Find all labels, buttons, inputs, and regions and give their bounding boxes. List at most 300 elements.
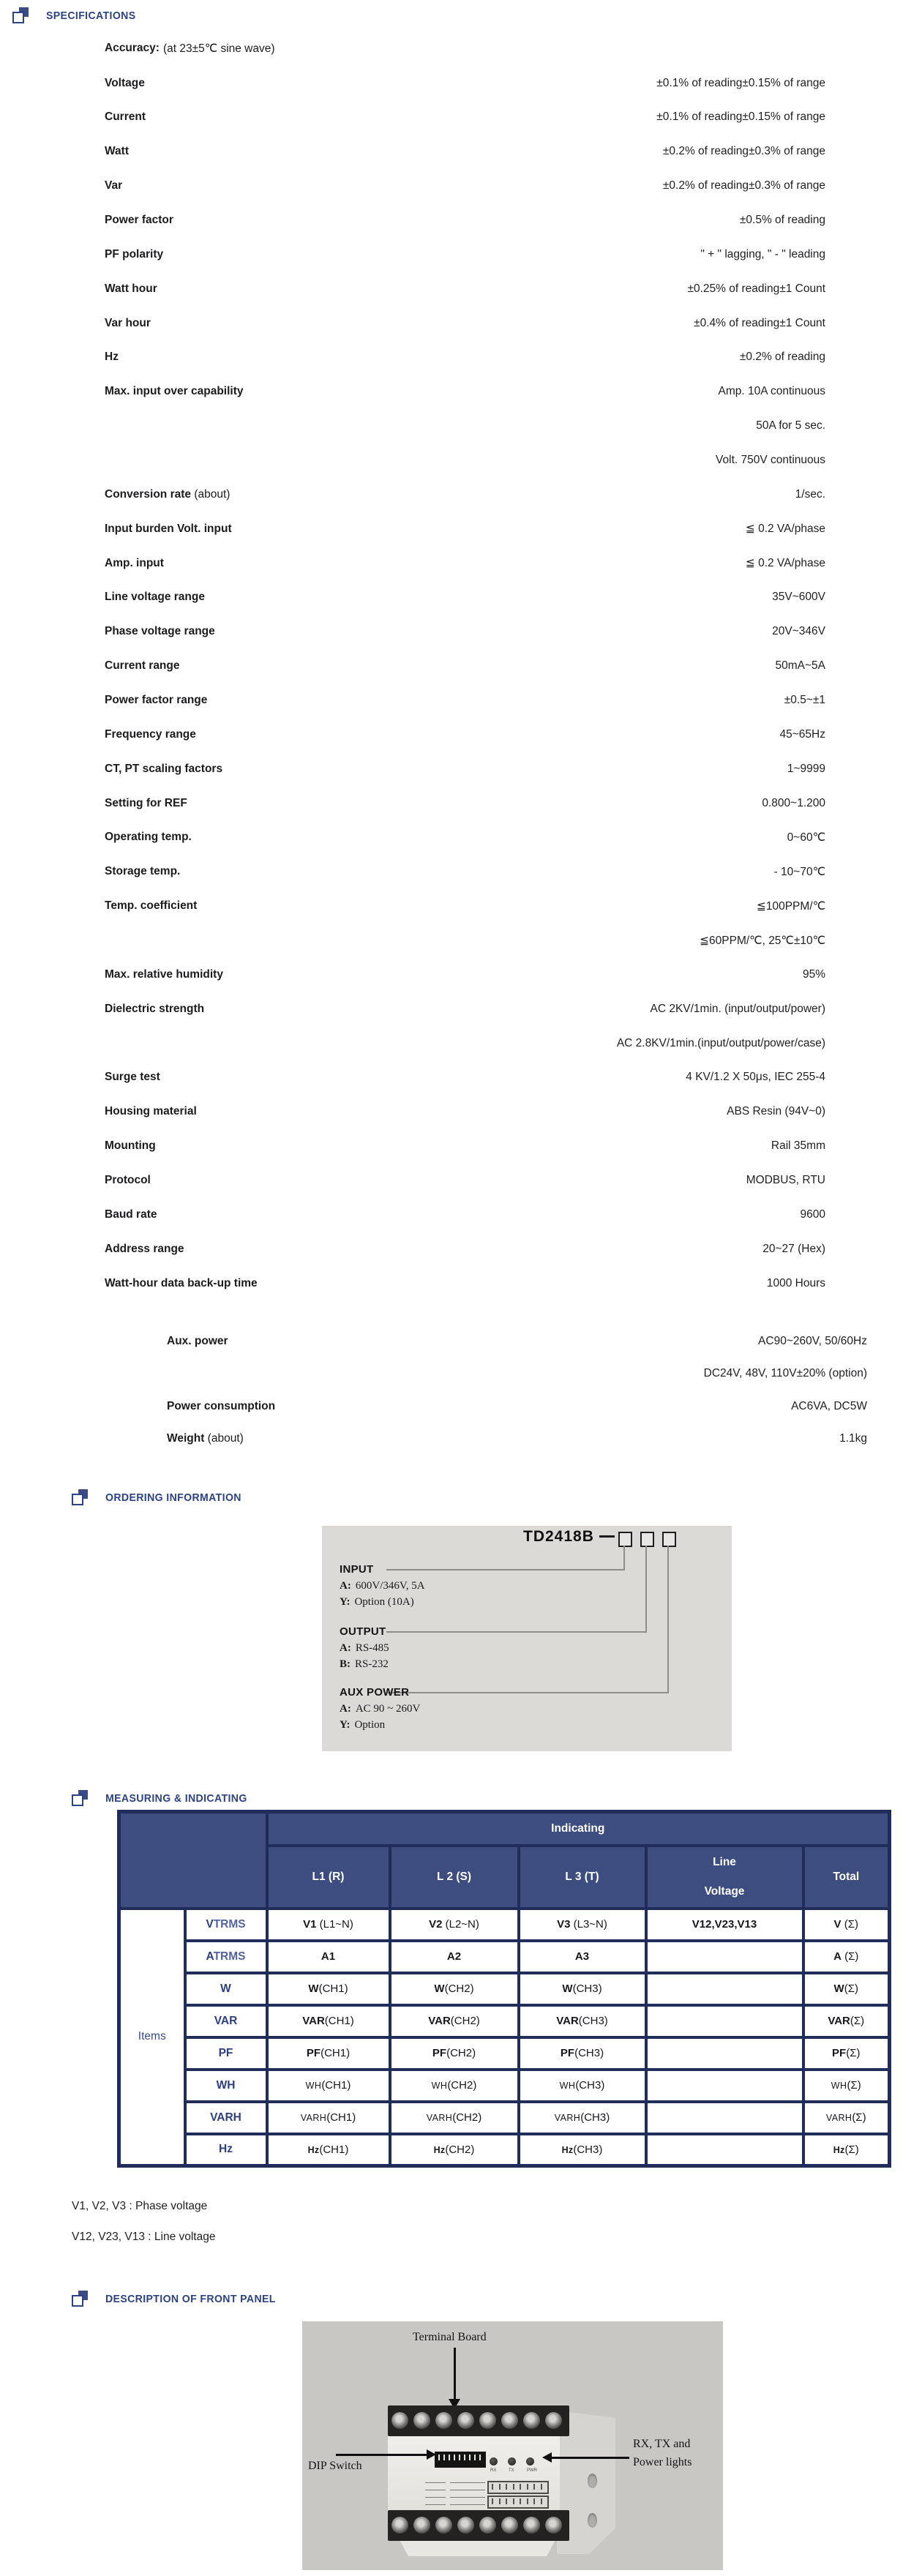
spec-row [105, 1164, 825, 1198]
cell-bold: V1 [303, 1918, 317, 1931]
spec-label: Current range [105, 659, 180, 673]
spec-value: 1000 Hours [766, 1276, 825, 1289]
spec-row [105, 237, 825, 272]
spec-value: ≦60PPM/℃, 25℃±10℃ [700, 934, 825, 947]
spec-row [105, 820, 825, 855]
spec-row [105, 477, 825, 512]
spec-value: AC 2.8KV/1min.(input/output/power/case) [616, 1036, 825, 1049]
cell-bold: PF [306, 2047, 321, 2059]
cell-rest: (Σ) [841, 1950, 859, 1963]
spec-value: 9600 [800, 1208, 825, 1221]
spec-value: ±0.2% of reading±0.3% of range [662, 145, 825, 158]
spec-label: Operating temp. [105, 831, 192, 844]
row-label-bold: V [206, 1917, 214, 1931]
spec-row [105, 1197, 825, 1232]
spec-label: Temp. coefficient [105, 899, 198, 913]
ordering-connector-line [667, 1546, 669, 1692]
cell-rest: (CH3) [574, 2047, 604, 2059]
ordering-option-text: RS-232 [355, 1658, 389, 1670]
spec-label: PF polarity [105, 247, 164, 261]
spec-label: Max. input over capability [105, 385, 244, 398]
spec-value: ±0.2% of reading [739, 351, 825, 364]
cell-bold: W [434, 1982, 445, 1995]
spec-row [105, 340, 825, 375]
cell-rest: (CH1) [321, 2079, 351, 2092]
connector-pin [506, 2498, 507, 2504]
connector-pin [541, 2498, 542, 2504]
cell-bold: VAR [302, 2015, 325, 2027]
section-title: SPECIFICATIONS [46, 9, 136, 22]
ordering-group-name: AUX POWER [340, 1686, 410, 1699]
table-cell [803, 1973, 890, 2005]
spec-row [105, 66, 825, 100]
ordering-option-key: A: [340, 1703, 351, 1715]
spec-label: Frequency range [105, 727, 196, 741]
table-cell [390, 2134, 519, 2166]
spec-label: Weight (about) [167, 1432, 244, 1445]
spec-value: DC24V, 48V, 110V±20% (option) [703, 1367, 867, 1379]
spec-label: Power consumption [167, 1399, 276, 1412]
terminal-screw [435, 2412, 452, 2429]
spec-label: Watt [105, 145, 129, 158]
lights-label-line1: RX, TX and [633, 2438, 691, 2450]
table-cell [267, 2102, 390, 2134]
section-title: MEASURING & INDICATING [105, 1791, 247, 1805]
spec-value: " + " lagging, " - " leading [700, 247, 825, 261]
spec-value: 50A for 5 sec. [756, 419, 825, 433]
spec-label: Amp. input [105, 556, 164, 569]
table-cell [803, 1941, 890, 1973]
cell-bold: PF [560, 2047, 575, 2059]
spec-value: ±0.1% of reading±0.15% of range [656, 111, 825, 124]
table-row-label [185, 2102, 267, 2134]
spec-value: 4 KV/1.2 X 50μs, IEC 255-4 [686, 1071, 825, 1084]
terminal-screw [523, 2517, 540, 2534]
dip-switch [435, 2452, 486, 2468]
spec-row [105, 1026, 825, 1060]
spec-value: ±0.5% of reading [739, 213, 825, 226]
cell-rest: (CH2) [447, 2079, 477, 2092]
spec-label: Aux. power [167, 1334, 228, 1347]
spec-value: - 10~70℃ [773, 865, 825, 878]
terminal-strip-bottom [388, 2510, 569, 2541]
spec-row [105, 100, 825, 135]
section-header-specifications [12, 7, 141, 23]
table-row-label [185, 1909, 267, 1941]
ordering-connector-line [645, 1546, 647, 1631]
terminal-screw [457, 2517, 474, 2534]
table-column-header: L 2 (S) [390, 1846, 519, 1909]
table-cell [267, 2070, 390, 2102]
spec-value: 20V~346V [772, 625, 825, 638]
cell-rest: (CH1) [318, 1982, 348, 1995]
cell-bold: A1 [321, 1950, 336, 1963]
cell-bold: V3 [557, 1918, 571, 1931]
spec-label: Phase voltage range [105, 625, 215, 638]
led-label: PWR [527, 2468, 537, 2473]
terminal-screw [413, 2412, 430, 2429]
table-cell [390, 2070, 519, 2102]
spec-value: 1.1kg [839, 1432, 867, 1445]
spec-row [105, 272, 825, 306]
dip-switch-label: DIP Switch [308, 2460, 362, 2472]
ordering-group-name: INPUT [340, 1563, 374, 1576]
section-header-measuring [72, 1790, 256, 1806]
spec-label: Watt-hour data back-up time [105, 1276, 258, 1289]
connector-pin [520, 2498, 521, 2504]
cell-bold: V2 [429, 1918, 443, 1931]
ordering-connector-line [386, 1631, 647, 1633]
terminal-screw [391, 2412, 408, 2429]
dip-tick [454, 2455, 455, 2460]
terminal-screw [479, 2412, 496, 2429]
section-title: ORDERING INFORMATION [105, 1491, 241, 1504]
led-label: RX [490, 2468, 497, 2473]
spec-value: AC90~260V, 50/60Hz [758, 1334, 867, 1347]
spec-label: CT, PT scaling factors [105, 762, 223, 775]
cell-rest: (Σ) [847, 2079, 861, 2092]
spec-value: Amp. 10A continuous [718, 385, 825, 398]
spec-label: Protocol [105, 1174, 151, 1187]
table-row-label [185, 2005, 267, 2037]
table-cell [519, 2037, 646, 2070]
connector-row [487, 2481, 549, 2494]
pages-icon [72, 1790, 88, 1806]
cell-bold: VAR [428, 2015, 451, 2027]
spec-row [105, 889, 825, 924]
spec-row [105, 957, 825, 992]
table-row-label [185, 2037, 267, 2070]
cell-bold: Hz [307, 2144, 320, 2155]
table-row-label [185, 1941, 267, 1973]
spec-row [105, 375, 825, 409]
table-column-header: L 3 (T) [519, 1846, 646, 1909]
cell-bold: A2 [446, 1950, 462, 1963]
row-label-rest: TRMS [213, 1917, 246, 1931]
cell-bold: WH [831, 2081, 847, 2091]
table-cell [267, 1941, 390, 1973]
spec-label: Var hour [105, 316, 151, 329]
ordering-option [340, 1596, 414, 1609]
row-label-bold: VARH [210, 2111, 241, 2124]
table-row [119, 2102, 890, 2134]
table-cell [519, 1909, 646, 1941]
spec-row [105, 409, 825, 443]
terminal-board-label: Terminal Board [413, 2331, 487, 2343]
device-bottom [395, 2541, 560, 2556]
row-label-bold: WH [216, 2078, 236, 2092]
spec-label: Power factor [105, 213, 173, 226]
led-dot [508, 2457, 516, 2465]
dip-tick [464, 2455, 465, 2460]
table-column-header [646, 1846, 803, 1909]
table-cell [646, 2037, 803, 2070]
arrow-down [454, 2348, 456, 2400]
table-row-label [185, 1973, 267, 2005]
table-cell [646, 1973, 803, 2005]
table-row [119, 2070, 890, 2102]
connector-pin [533, 2484, 535, 2490]
spec-value: ±0.4% of reading±1 Count [694, 316, 825, 329]
ordering-connector-line [386, 1569, 625, 1570]
spec-row [167, 1390, 867, 1423]
pages-icon [72, 2291, 88, 2307]
cell-rest: (CH2) [445, 2143, 475, 2156]
cell-bold: VAR [828, 2015, 850, 2027]
cell-bold: W [308, 1982, 319, 1995]
spec-row [105, 1266, 825, 1300]
cell-bold: Hz [833, 2144, 845, 2155]
led-label: TX [509, 2468, 514, 2473]
table-cell [646, 2102, 803, 2134]
spec-value: Rail 35mm [771, 1139, 825, 1153]
section-header-front-panel [72, 2291, 287, 2307]
table-cell [519, 1941, 646, 1973]
ordering-option-key: A: [340, 1642, 351, 1654]
spec-label: Surge test [105, 1071, 160, 1084]
table-row [119, 1973, 890, 2005]
terminal-screw [391, 2517, 408, 2534]
table-cell [519, 2070, 646, 2102]
cell-rest: (CH2) [450, 2015, 480, 2027]
cell-bold: VAR [556, 2015, 579, 2027]
connector-pin [513, 2484, 514, 2490]
table-cell [803, 2134, 890, 2166]
table-cell [803, 2070, 890, 2102]
spec-label-note: (about) [191, 487, 230, 501]
table-cell [390, 2102, 519, 2134]
spec-value: ±0.1% of reading±0.15% of range [656, 76, 825, 89]
ordering-option-key: Y: [340, 1719, 351, 1731]
spec-label: Dielectric strength [105, 1002, 205, 1015]
spec-label: Setting for REF [105, 796, 187, 809]
spec-value: 95% [802, 967, 825, 981]
spec-label: Current [105, 111, 146, 124]
connector-pin [513, 2498, 514, 2504]
ordering-code-diagram [322, 1526, 732, 1751]
cell-bold: Hz [561, 2144, 574, 2155]
table-cell [267, 1909, 390, 1941]
cell-rest: (CH1) [319, 2143, 349, 2156]
table-cell [267, 2134, 390, 2166]
section-title: DESCRIPTION OF FRONT PANEL [105, 2292, 276, 2305]
ordering-option [340, 1703, 420, 1715]
spec-value: Volt. 750V continuous [716, 453, 825, 466]
spec-value: MODBUS, RTU [746, 1174, 825, 1187]
dip-tick [459, 2455, 460, 2460]
ordering-option-text: RS-485 [355, 1642, 389, 1654]
ordering-code-box [618, 1532, 632, 1547]
cell-rest: (CH1) [326, 2111, 356, 2124]
cell-rest: (L2~N) [442, 1918, 479, 1931]
cell-rest: (CH2) [446, 2047, 476, 2059]
table-cell [646, 2070, 803, 2102]
cell-bold: VARH [426, 2113, 453, 2123]
arrow-right [336, 2454, 427, 2456]
cell-bold: V12,V23,V13 [692, 1918, 757, 1931]
cell-bold: W [833, 1982, 844, 1995]
ordering-option-text: Option (10A) [354, 1596, 414, 1608]
table-cell [646, 2134, 803, 2166]
table-cell [646, 1941, 803, 1973]
ordering-option-text: Option [354, 1719, 386, 1731]
cell-rest: (CH3) [572, 1982, 602, 1995]
cell-rest: (L3~N) [570, 1918, 607, 1931]
spec-label: Voltage [105, 76, 145, 89]
row-label-bold: W [220, 1982, 231, 1995]
table-cell [519, 2005, 646, 2037]
note-phase-voltage: V1, V2, V3 : Phase voltage [72, 2200, 208, 2212]
spec-label: Mounting [105, 1139, 156, 1153]
spec-row [105, 786, 825, 820]
cell-rest: (Σ) [844, 1982, 858, 1995]
spec-label-note: (about) [204, 1432, 244, 1445]
cell-rest: (Σ) [850, 2015, 865, 2027]
cell-rest: (Σ) [841, 1918, 858, 1931]
spec-value: 50mA~5A [775, 659, 825, 673]
cell-rest: (CH1) [324, 2015, 354, 2027]
dip-tick [479, 2455, 481, 2460]
spec-label: Input burden Volt. input [105, 522, 232, 535]
cell-bold: PF [832, 2047, 847, 2059]
spec-row [105, 443, 825, 477]
table-cell [519, 2102, 646, 2134]
table-cell [267, 1973, 390, 2005]
row-label-rest: TRMS [213, 1950, 246, 1963]
spec-value: ≦100PPM/℃ [756, 899, 825, 913]
cell-rest: (CH3) [578, 2015, 608, 2027]
spec-label: Storage temp. [105, 865, 181, 878]
cell-bold: VARH [825, 2113, 852, 2123]
cell-rest: (CH2) [444, 1982, 474, 1995]
ordering-model-code: TD2418B [523, 1528, 594, 1545]
spec-label: Address range [105, 1242, 184, 1255]
table-column-header: L1 (R) [267, 1846, 390, 1909]
spec-label: Max. relative humidity [105, 967, 223, 981]
terminal-screw [501, 2517, 518, 2534]
spec-value: ABS Resin (94V~0) [727, 1105, 825, 1118]
spec-value: 45~65Hz [779, 727, 825, 741]
spec-row [105, 135, 825, 169]
note-line-voltage: V12, V23, V13 : Line voltage [72, 2231, 216, 2243]
terminal-screw [523, 2412, 540, 2429]
dip-tick [469, 2455, 471, 2460]
spec-row [105, 306, 825, 340]
table-cell [267, 2037, 390, 2070]
spec-row [105, 752, 825, 786]
connector-pin [541, 2484, 542, 2490]
dip-tick [474, 2455, 476, 2460]
table-cell [390, 1909, 519, 1941]
spec-value: ≦ 0.2 VA/phase [745, 557, 825, 570]
table-cell [519, 1973, 646, 2005]
spec-row [105, 683, 825, 717]
accuracy-note: (at 23±5℃ sine wave) [162, 42, 275, 55]
table-cell [390, 1973, 519, 2005]
table-indicating-header: Indicating [267, 1812, 890, 1846]
spec-row [105, 580, 825, 615]
accuracy-label: Accuracy: [105, 42, 160, 54]
ordering-option [340, 1580, 425, 1592]
spec-row [105, 1129, 825, 1164]
ordering-option-key: B: [340, 1658, 351, 1670]
dip-tick [443, 2455, 445, 2460]
pages-icon [12, 7, 29, 23]
spec-label: Line voltage range [105, 591, 205, 604]
terminal-screw [435, 2517, 452, 2534]
ordering-option-text: AC 90 ~ 260V [355, 1703, 421, 1715]
spec-label: Watt hour [105, 282, 157, 295]
row-label-bold: A [206, 1950, 214, 1963]
spec-row [105, 649, 825, 684]
ordering-code-box [662, 1532, 676, 1547]
spec-row [105, 546, 825, 580]
led-dot [490, 2457, 498, 2465]
connector-pin [492, 2484, 493, 2490]
spec-row [167, 1358, 867, 1390]
spec-value: ±0.5~±1 [784, 693, 825, 706]
led-dot [526, 2457, 534, 2465]
spec-label: Power factor range [105, 693, 208, 706]
cell-bold: A3 [574, 1950, 590, 1963]
ordering-option [340, 1658, 389, 1671]
cell-rest: (Σ) [844, 2143, 859, 2156]
cell-bold: WH [431, 2081, 448, 2091]
cell-rest: (Σ) [846, 2047, 861, 2059]
spec-value: 1~9999 [787, 762, 825, 775]
spec-value: ≦ 0.2 VA/phase [745, 523, 825, 536]
spec-row [105, 615, 825, 649]
table-cell [646, 2005, 803, 2037]
cell-rest: (CH1) [321, 2047, 351, 2059]
connector-pin [499, 2498, 501, 2504]
cell-rest: (CH3) [573, 2143, 603, 2156]
ordering-option-key: A: [340, 1580, 351, 1592]
dip-tick [438, 2455, 440, 2460]
table-cell [390, 2005, 519, 2037]
pages-icon [72, 1489, 88, 1505]
connector-pin [527, 2484, 528, 2490]
spec-label: Baud rate [105, 1208, 157, 1221]
table-row [119, 2134, 890, 2166]
terminal-screw [479, 2517, 496, 2534]
spec-value: 20~27 (Hex) [762, 1242, 825, 1255]
table-cell [390, 1941, 519, 1973]
spec-row [105, 1232, 825, 1266]
connector-pin [533, 2498, 535, 2504]
cell-rest: (CH3) [575, 2079, 605, 2092]
terminal-screw [501, 2412, 518, 2429]
table-cell [803, 2102, 890, 2134]
spec-row [105, 169, 825, 203]
table-cell [267, 2005, 390, 2037]
spec-row [167, 1423, 867, 1455]
ordering-connector-line [386, 1692, 669, 1693]
cell-bold: A [833, 1950, 842, 1963]
connector-pin [499, 2484, 501, 2490]
cell-rest: (L1~N) [316, 1918, 353, 1931]
spec-row [105, 924, 825, 958]
spec-row [105, 717, 825, 752]
cell-bold: V [833, 1918, 842, 1931]
connector-pin [506, 2484, 507, 2490]
terminal-strip-top [388, 2405, 569, 2436]
accuracy-heading [105, 38, 275, 59]
spec-value: ±0.25% of reading±1 Count [687, 282, 825, 295]
cell-bold: Hz [433, 2144, 446, 2155]
header-line: Voltage [704, 1884, 745, 1898]
terminal-screw [457, 2412, 474, 2429]
